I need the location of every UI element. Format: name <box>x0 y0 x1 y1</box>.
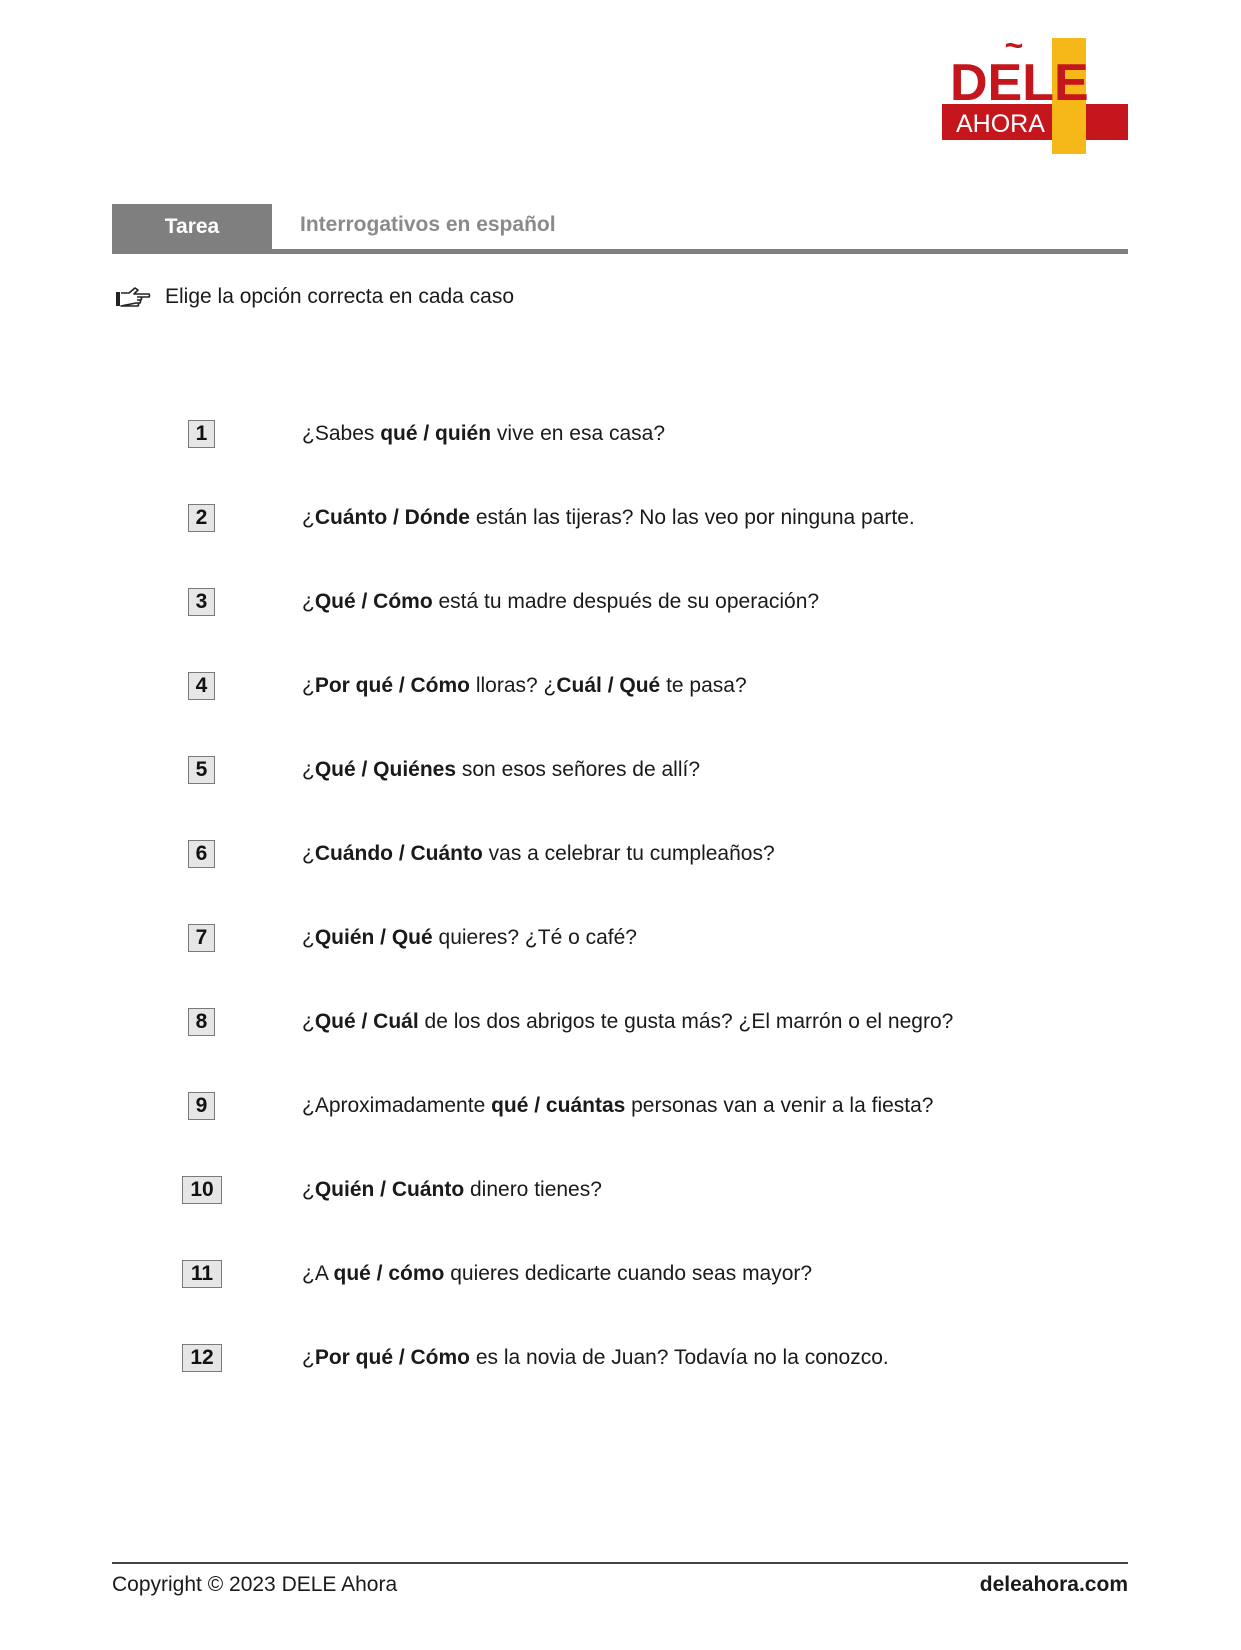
question-text <box>302 504 915 532</box>
item-number: 1 <box>188 420 215 448</box>
answer-options[interactable]: Cuánto / Dónde <box>314 506 470 529</box>
question-fragment: están las tijeras? No las veo por ninguna parte. <box>469 506 915 529</box>
question-fragment: dinero tienes? <box>464 1178 602 1201</box>
exercise-item <box>0 756 1241 796</box>
logo-text-ahora: AHORA <box>956 110 1045 138</box>
task-title: Interrogativos en español <box>300 213 556 236</box>
answer-options[interactable]: Qué / Cuál <box>314 1010 419 1033</box>
exercise-item <box>0 840 1241 880</box>
question-text <box>302 924 637 952</box>
item-number: 7 <box>188 924 215 952</box>
question-fragment: de los dos abrigos te gusta más? ¿El marrón o el negro? <box>418 1010 954 1033</box>
header-divider <box>112 249 1128 254</box>
item-number: 11 <box>182 1260 222 1288</box>
question-fragment: está tu madre después de su operación? <box>432 590 820 613</box>
question-fragment: ¿ <box>302 1178 315 1201</box>
task-header <box>112 204 1128 254</box>
question-fragment: te pasa? <box>660 674 747 697</box>
item-number: 5 <box>188 756 215 784</box>
answer-options[interactable]: Qué / Quiénes <box>314 758 457 781</box>
question-text <box>302 1176 602 1204</box>
answer-options[interactable]: qué / cómo <box>333 1262 445 1285</box>
question-fragment: son esos señores de allí? <box>456 758 701 781</box>
exercise-item <box>0 504 1241 544</box>
question-fragment: es la novia de Juan? Todavía no la conozco. <box>470 1346 889 1369</box>
answer-options[interactable]: qué / cuántas <box>491 1094 626 1117</box>
item-number: 2 <box>188 504 215 532</box>
question-fragment: ¿ <box>302 842 315 865</box>
question-fragment: ¿ <box>302 926 315 949</box>
exercise-item <box>0 420 1241 460</box>
question-text <box>302 840 775 868</box>
question-text <box>302 672 747 700</box>
logo-tilde: ~ <box>1004 36 1024 63</box>
instruction-text: Elige la opción correcta en cada caso <box>165 285 515 308</box>
item-number: 9 <box>188 1092 215 1120</box>
question-fragment: ¿ <box>302 1010 315 1033</box>
logo-text-dele: DELE <box>950 54 1089 112</box>
exercise-item <box>0 1092 1241 1132</box>
exercise-item <box>0 1008 1241 1048</box>
answer-options[interactable]: Qué / Cómo <box>314 590 433 613</box>
question-fragment: ¿Sabes <box>302 422 381 445</box>
task-label: Tarea <box>112 204 272 249</box>
question-fragment: ¿ <box>302 590 315 613</box>
question-fragment: quieres dedicarte cuando seas mayor? <box>444 1262 813 1285</box>
exercise-item <box>0 1260 1241 1300</box>
question-text <box>302 420 665 448</box>
item-number: 3 <box>188 588 215 616</box>
pointing-hand-icon <box>115 285 151 309</box>
question-fragment: lloras? ¿ <box>470 674 557 697</box>
question-fragment: vive en esa casa? <box>491 422 665 445</box>
answer-options[interactable]: Cuál / Qué <box>556 674 661 697</box>
question-fragment: ¿ <box>302 674 315 697</box>
question-text <box>302 1344 889 1372</box>
item-number: 6 <box>188 840 215 868</box>
item-number: 12 <box>182 1344 222 1372</box>
item-number: 4 <box>188 672 215 700</box>
site-link[interactable]: deleahora.com <box>979 1573 1128 1596</box>
question-text <box>302 588 819 616</box>
answer-options[interactable]: Quién / Qué <box>314 926 433 949</box>
exercise-item <box>0 924 1241 964</box>
answer-options[interactable]: Por qué / Cómo <box>314 1346 471 1369</box>
answer-options[interactable]: qué / quién <box>380 422 492 445</box>
question-text <box>302 756 700 784</box>
question-fragment: quieres? ¿Té o café? <box>432 926 637 949</box>
answer-options[interactable]: Cuándo / Cuánto <box>314 842 483 865</box>
question-fragment: ¿A <box>302 1262 334 1285</box>
question-text <box>302 1008 953 1036</box>
question-fragment: ¿Aproximadamente <box>302 1094 492 1117</box>
answer-options[interactable]: Por qué / Cómo <box>314 674 471 697</box>
footer-divider <box>112 1562 1128 1564</box>
copyright-text: Copyright © 2023 DELE Ahora <box>112 1573 398 1596</box>
instruction <box>115 285 514 309</box>
exercise-item <box>0 672 1241 712</box>
question-fragment: ¿ <box>302 1346 315 1369</box>
question-fragment: personas van a venir a la fiesta? <box>625 1094 934 1117</box>
question-text <box>302 1092 933 1120</box>
exercise-item <box>0 1344 1241 1384</box>
answer-options[interactable]: Quién / Cuánto <box>314 1178 465 1201</box>
question-fragment: ¿ <box>302 758 315 781</box>
question-text <box>302 1260 812 1288</box>
question-fragment: ¿ <box>302 506 315 529</box>
question-fragment: vas a celebrar tu cumpleaños? <box>482 842 775 865</box>
item-number: 8 <box>188 1008 215 1036</box>
exercise-item <box>0 1176 1241 1216</box>
dele-ahora-logo <box>940 36 1130 156</box>
item-number: 10 <box>182 1176 222 1204</box>
exercise-item <box>0 588 1241 628</box>
